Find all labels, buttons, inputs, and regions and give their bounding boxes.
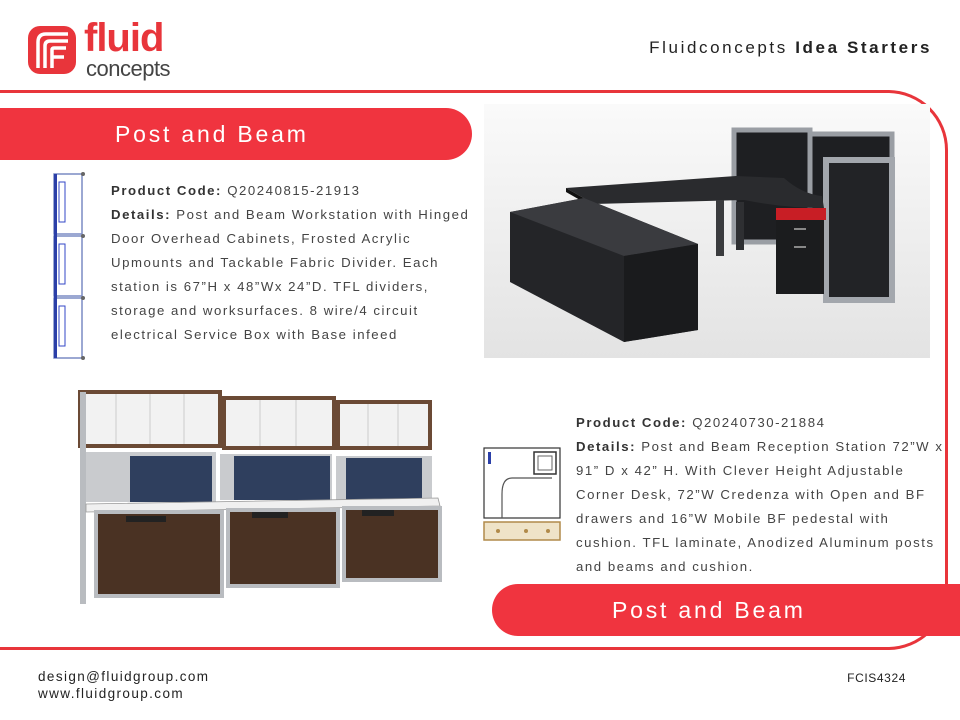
product-description-top — [111, 179, 481, 347]
details-text: Post and Beam Reception Station 72”W x 91” D x 42” H. With Clever Height Adjustable Corner Desk, 72”W Credenza with Open and BF drawers and 16”W Mobile BF pedestal with cushion. TFL laminate, Anodized Aluminum posts and beams and cushion. — [576, 439, 944, 574]
details-label: Details: — [111, 207, 172, 222]
header-title-bold: Idea Starters — [795, 38, 932, 57]
workstation-image — [38, 370, 474, 626]
floor-plan-reception-icon — [482, 444, 564, 544]
product-description-bottom — [576, 411, 948, 579]
product-code-label: Product Code: — [576, 415, 687, 430]
floor-plan-workstation-icon — [50, 168, 88, 364]
product-code-value: Q20240815-21913 — [227, 183, 361, 198]
footer-contact — [38, 668, 209, 702]
section-banner-bottom-label: Post and Beam — [612, 596, 806, 623]
fluid-logo-mark-icon — [26, 22, 80, 76]
product-code-label: Product Code: — [111, 183, 222, 198]
logo-word-concepts: concepts — [86, 56, 171, 81]
section-banner-top-label: Post and Beam — [115, 120, 309, 147]
footer-website[interactable]: www.fluidgroup.com — [38, 686, 185, 701]
footer-doc-code: FCIS4324 — [847, 671, 906, 685]
details-label: Details: — [576, 439, 637, 454]
section-banner-top — [0, 108, 472, 160]
header-title-plain: Fluidconcepts — [649, 38, 788, 57]
section-banner-bottom — [492, 584, 960, 636]
details-text: Post and Beam Workstation with Hinged Door Overhead Cabinets, Frosted Acrylic Upmounts and Tackable Fabric Divider. Each station is 67”H x 48”Wx 24”D. TFL dividers, storage and worksurfaces. 8 wire/4 circuit electrical Service Box with Base infeed — [111, 207, 470, 342]
footer-email[interactable]: design@fluidgroup.com — [38, 669, 210, 684]
header-title — [649, 38, 932, 58]
reception-station-image — [484, 104, 930, 358]
product-code-value: Q20240730-21884 — [692, 415, 826, 430]
logo-word-fluid: fluid — [84, 16, 164, 60]
fluid-concepts-logo — [26, 16, 186, 82]
